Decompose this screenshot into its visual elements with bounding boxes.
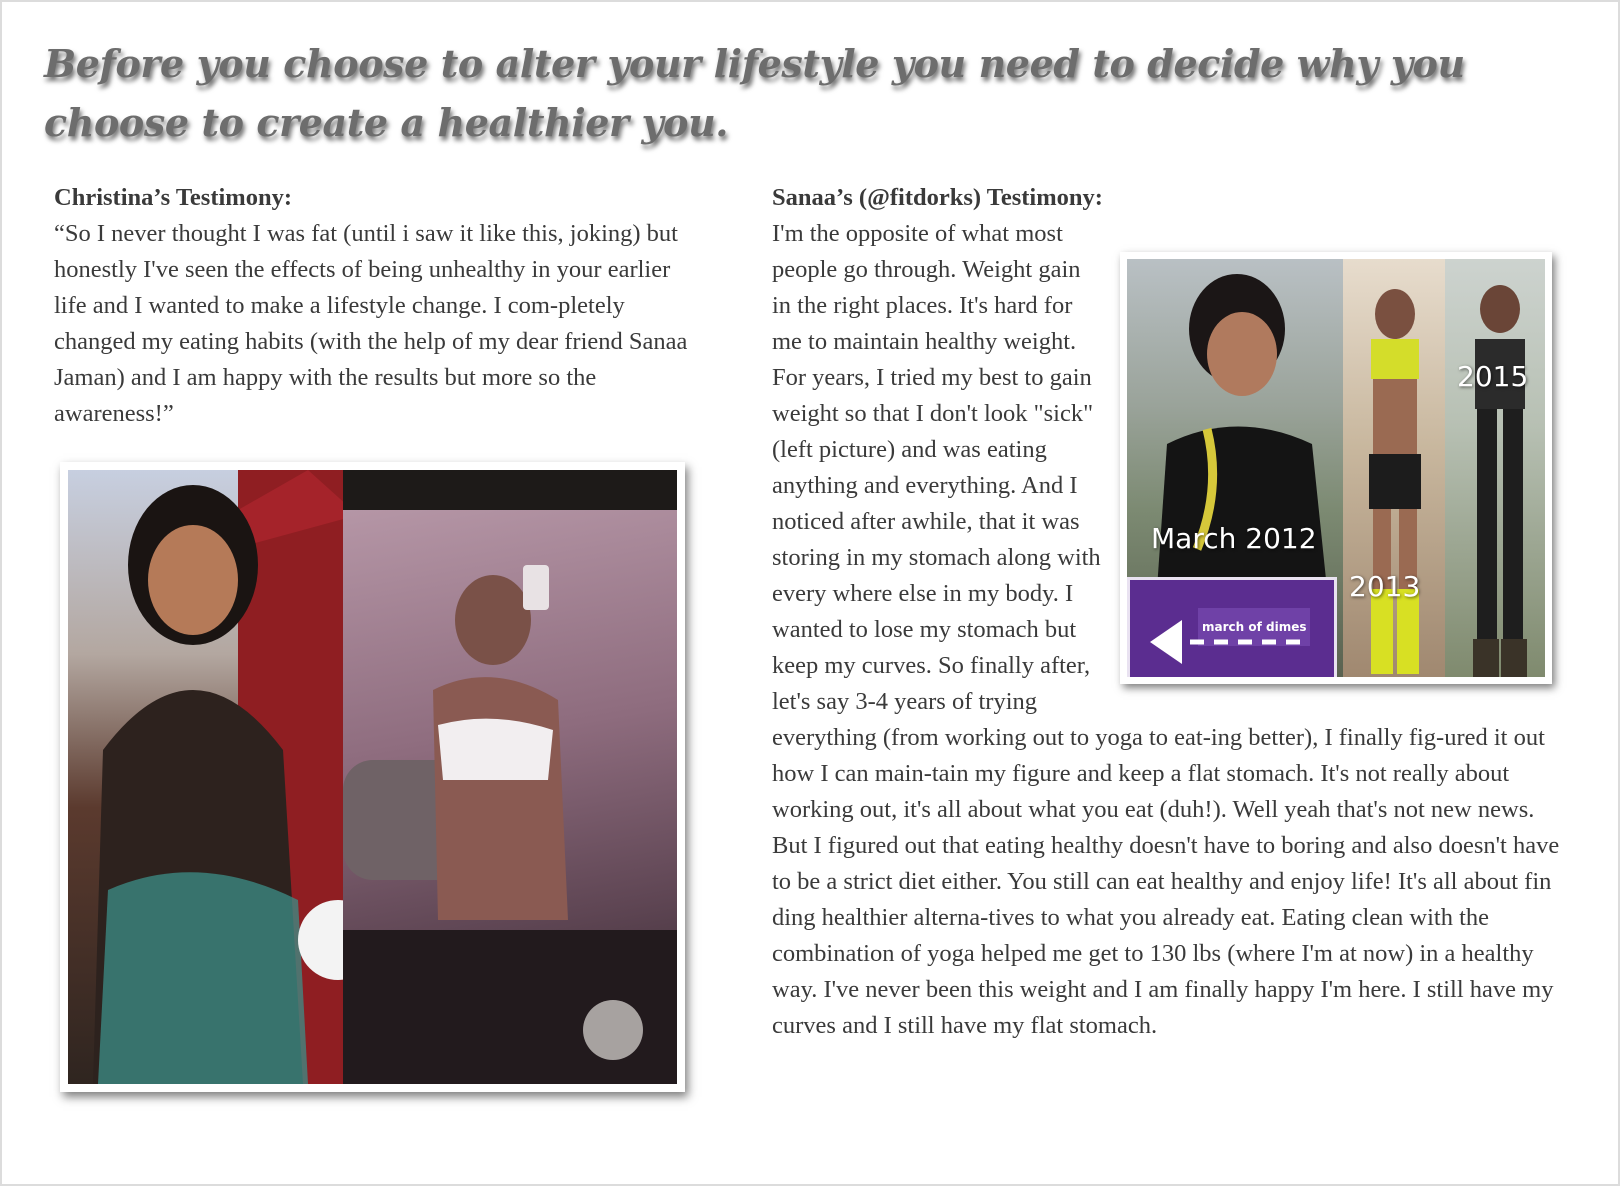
sanaa-testimony xyxy=(772,180,1572,1044)
headline: Before you choose to alter your lifestyle you need to decide why you choose to create a healthier you. xyxy=(44,41,1465,145)
figure-2013-icon xyxy=(1343,259,1445,677)
photo-panel-2015 xyxy=(1445,259,1545,677)
sanaa-heading: Sanaa’s (@fitdorks) Testimony: xyxy=(772,184,1103,211)
sign-text: march of dimes xyxy=(1198,608,1310,646)
after-photo xyxy=(343,510,677,1084)
christina-testimony xyxy=(54,180,704,432)
before-figure-icon xyxy=(68,470,343,1084)
caption-march-2012: March 2012 xyxy=(1151,522,1317,555)
after-figure-icon xyxy=(343,510,677,1084)
arrow-icon xyxy=(1130,580,1334,677)
before-photo xyxy=(68,470,343,1084)
photo-panel-2012 xyxy=(1127,259,1343,677)
christina-heading: Christina’s Testimony: xyxy=(54,184,293,211)
christina-before-after-photo xyxy=(60,462,685,1092)
figure-2015-icon xyxy=(1445,259,1545,677)
march-of-dimes-sign xyxy=(1127,577,1337,677)
sanaa-text: I'm the opposite of what most people go through. Weight gain in the right places. It's hard for me to maintain healthy weight. For years, I tried my best to gain weight so that I don't look "sick" (left picture) and was eating anything and everything. And I noticed after awhile, that it was storing in my stomach along with every where else in my body. I wanted to lose my stomach but keep my curves. So finally after, let's say 3-4 years of trying everything (from working out to yoga to eat-ing better), I finally fig-ured it out how I can main-tain my figure and keep a flat stomach. It's not really about working out, it's all about what you eat (duh!). Well yeah that's not new news. But I figured out that eating healthy doesn't have to boring and also doesn't have to be a strict diet either. You still can eat healthy and enjoy life! It's all about fin ding healthier alterna-tives to what you already eat. Eating clean with the combination of yoga helped me get to 130 lbs (where I'm at now) in a healthy way. I've never been this weight and I am finally happy I'm here. I still have my curves and I still have my flat stomach. xyxy=(772,220,1560,1039)
caption-2013: 2013 xyxy=(1349,570,1421,603)
sanaa-progress-photo xyxy=(1120,252,1552,684)
caption-2015: 2015 xyxy=(1457,360,1529,393)
photo-frame xyxy=(68,470,677,1084)
photo-panel-2013 xyxy=(1343,259,1445,677)
photo-collage xyxy=(1127,259,1545,677)
christina-text: “So I never thought I was fat (until i saw it like this, joking) but honestly I've seen the effects of being unhealthy in your earlier life and I wanted to make a lifestyle change. I com-pletely changed my eating habits (with the help of my dear friend Sanaa Jaman) and I am happy with the results but more so the awareness!” xyxy=(54,220,688,427)
